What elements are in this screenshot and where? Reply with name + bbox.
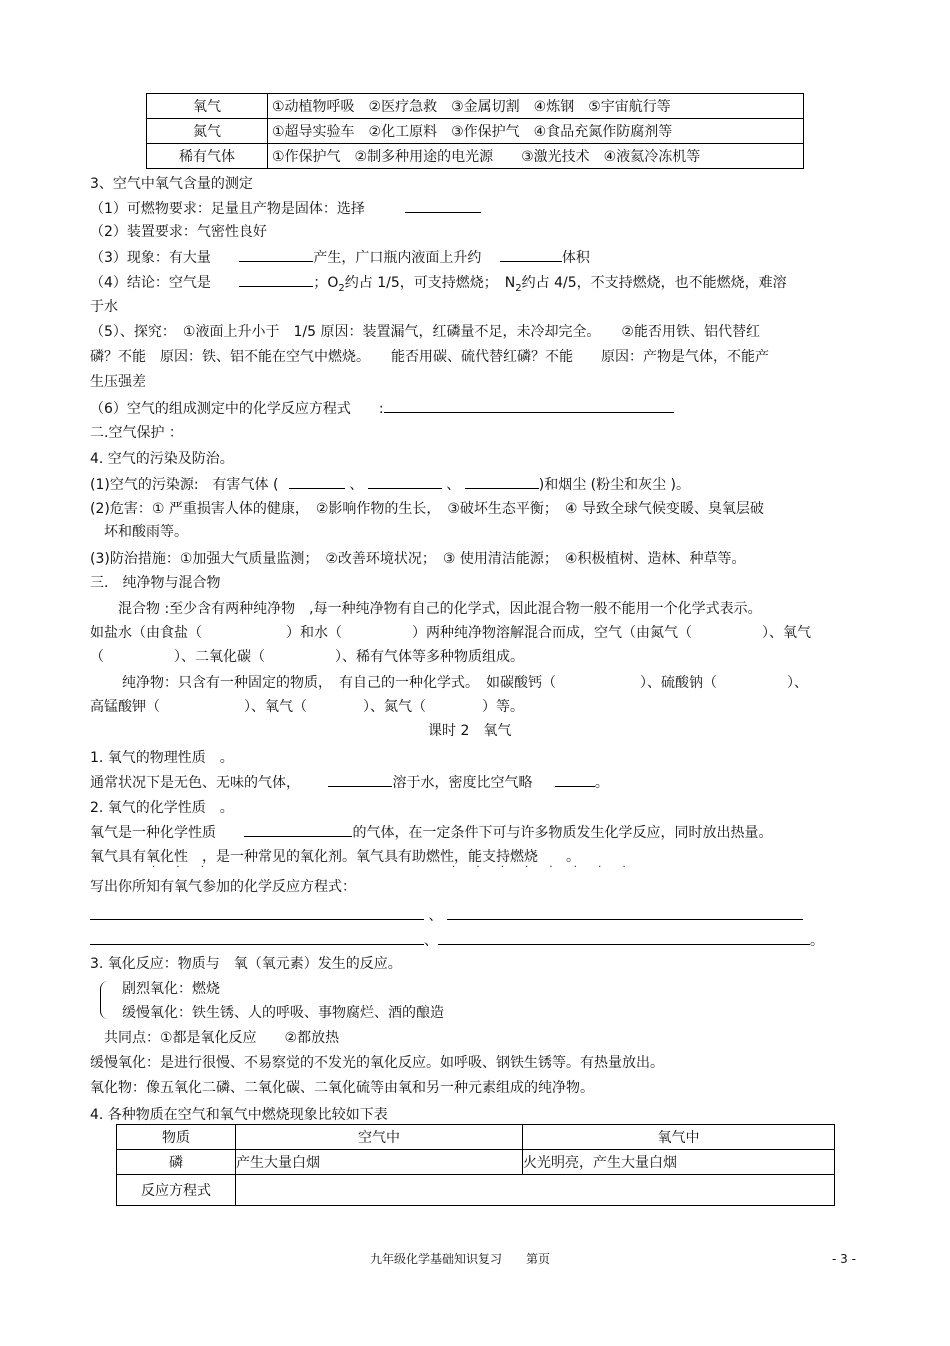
- subscript: 2: [515, 282, 522, 294]
- gas-uses: ①作保护气 ②制多种用途的电光源 ③激光技术 ④液氦冷冻机等: [268, 144, 804, 169]
- blank-line: [368, 474, 442, 489]
- subsection-title: 3. 氧化反应：物质与 氧（氧元素）发生的反应。: [90, 956, 402, 972]
- blank-line: [384, 398, 674, 413]
- text-line: (3)防治措施：①加强大气质量监测； ②改善环境状况； ③ 使用清洁能源； ④积极植树、造林、种草等。: [90, 551, 746, 567]
- blank-line: [244, 822, 352, 837]
- text-line: [90, 398, 674, 419]
- table-row: [117, 1150, 835, 1175]
- text-line: [90, 247, 590, 268]
- table-row: [147, 119, 804, 144]
- table-row: [147, 94, 804, 119]
- cell: 磷: [117, 1150, 236, 1175]
- header-cell: 氧气中: [523, 1125, 835, 1150]
- text-line: [90, 272, 787, 299]
- emphasis-dots: · · · · · · · ·: [452, 862, 635, 873]
- gas-uses: ①动植物呼吸 ②医疗急救 ③金属切割 ④炼钢 ⑤宇宙航行等: [268, 94, 804, 119]
- text: 约占 1/5，可支持燃烧； N: [344, 275, 516, 291]
- blank-line: [465, 474, 539, 489]
- text-line: (2)危害：① 严重损害人体的健康， ②影响作物的生长， ③破坏生态平衡； ④ 导致全球气候变暖、臭氧层破: [90, 501, 764, 517]
- text-line: 磷？不能 原因：铁、铝不能在空气中燃烧。 能否用碳、硫代替红磷？不能 原因：产物是气体，不能产: [90, 349, 769, 365]
- gas-uses: ①超导实验车 ②化工原料 ③作保护气 ④食品充氮作防腐剂等: [268, 119, 804, 144]
- brace: [100, 981, 108, 1019]
- blank-line: [239, 272, 313, 287]
- subsection-title: 1. 氧气的物理性质 。: [90, 750, 234, 766]
- equation-line: [90, 930, 824, 951]
- text: 溶于水，密度比空气略: [392, 775, 533, 791]
- text-line: 写出你所知有氧气参加的化学反应方程式：: [90, 879, 356, 895]
- cell: 产生大量白烟: [236, 1150, 523, 1175]
- gas-name: 氧气: [147, 94, 268, 119]
- text: ；O: [313, 275, 339, 291]
- text-line: 剧烈氧化：燃烧: [122, 981, 220, 997]
- text: （6）空气的组成测定中的化学反应方程式 :: [90, 401, 384, 417]
- gas-uses-table: [146, 93, 804, 169]
- text-line: （5）、探究： ①液面上升小于 1/5 原因：装置漏气，红磷量不足，未冷却完全。 ②能否用铁、铝代替红: [90, 324, 760, 340]
- text: 、: [446, 477, 461, 493]
- subscript: 2: [338, 282, 345, 294]
- lesson-title: 课时 2 氧气: [428, 723, 512, 739]
- separator: 、: [428, 908, 443, 924]
- text-line: 高锰酸钾（ ）、氧气（ ）、氮气（ ）等。: [90, 699, 524, 715]
- subsection-title: 2. 氧气的化学性质 。: [90, 800, 234, 816]
- text-line: 纯净物：只含有一种固定的物质， 有自己的一种化学式。 如碳酸钙（ ）、硫酸钠（ ）、: [122, 675, 808, 691]
- text-line: 氧气具有氧化性 ，是一种常见的氧化剂。氧气具有助燃性，能支持燃烧 。: [90, 849, 580, 865]
- text-line: 缓慢氧化：是进行很慢、不易察觉的不发光的氧化反应。如呼吸、钢铁生锈等。有热量放出。: [90, 1055, 664, 1071]
- emphasis-dots: · · ·: [152, 862, 213, 873]
- header-cell: 物质: [117, 1125, 236, 1150]
- section-title: 二.空气保护 ：: [90, 425, 183, 441]
- text-line: （ ）、二氧化碳（ ）、稀有气体等多种物质组成。: [90, 649, 524, 665]
- text-line: 生压强差: [90, 374, 146, 390]
- separator: 、: [424, 933, 438, 949]
- blank-line: [239, 247, 313, 262]
- blank-line: [328, 772, 392, 787]
- blank-line: [555, 772, 595, 787]
- cell: 反应方程式: [117, 1175, 236, 1206]
- blank-line: [90, 930, 424, 945]
- text-line: 缓慢氧化：铁生锈、人的呼吸、事物腐烂、酒的酿造: [122, 1005, 444, 1021]
- text: 、: [349, 477, 364, 493]
- text-line: 氧化物：像五氧化二磷、二氧化碳、二氧化硫等由氧和另一种元素组成的纯净物。: [90, 1080, 594, 1096]
- text-line: 混合物 :至少含有两种纯净物 ,每一种纯净物有自己的化学式，因此混合物一般不能用一个化学式表示。: [118, 601, 762, 617]
- section-title: 三. 纯净物与混合物: [90, 575, 221, 591]
- text: （4）结论：空气是: [90, 275, 211, 291]
- cell: 火光明亮，产生大量白烟: [523, 1150, 835, 1175]
- table-row: [117, 1175, 835, 1206]
- text: )和烟尘 (粉尘和灰尘 )。: [538, 477, 691, 493]
- text: 通常状况下是无色、无味的气体，: [90, 775, 300, 791]
- period: 。: [810, 933, 824, 949]
- blank-line: [405, 198, 481, 213]
- table-row: [117, 1125, 835, 1150]
- text-line: [90, 198, 481, 219]
- blank-line: [90, 905, 424, 920]
- blank-line: [447, 905, 803, 920]
- text-line: [90, 822, 772, 843]
- footer-text: 九年级化学基础知识复习 第页: [370, 1252, 551, 1266]
- text: （1）可燃物要求：足量且产物是固体：选择: [90, 201, 365, 217]
- text: (1)空气的污染源: 有害气体 (: [90, 477, 279, 493]
- text: 。: [594, 775, 609, 791]
- text-line: [90, 474, 690, 495]
- equation-line: [90, 905, 803, 926]
- text-line: 如盐水（由食盐（ ）和水（ ）两种纯净物溶解混合而成，空气（由氮气（ ）、氧气: [90, 625, 811, 641]
- section-title: 3、空气中氧气含量的测定: [90, 176, 253, 192]
- text: （3）现象：有大量: [90, 250, 211, 266]
- text: 产生，广口瓶内液面上升约: [313, 250, 482, 266]
- blank-line: [289, 474, 345, 489]
- text-line: [90, 772, 609, 793]
- burning-table: [116, 1124, 835, 1206]
- gas-name: 氮气: [147, 119, 268, 144]
- blank-line: [500, 247, 562, 262]
- cell: [236, 1175, 835, 1206]
- text-line: 于水: [90, 299, 118, 315]
- gas-name: 稀有气体: [147, 144, 268, 169]
- text-line: 4. 空气的污染及防治。: [90, 451, 234, 467]
- blank-line: [438, 930, 810, 945]
- subsection-title: 4. 各种物质在空气和氧气中燃烧现象比较如下表: [90, 1107, 388, 1123]
- text: 体积: [561, 250, 590, 266]
- text-line: （2）装置要求：气密性良好: [90, 224, 267, 240]
- text: 的气体，在一定条件下可与许多物质发生化学反应，同时放出热量。: [352, 825, 773, 841]
- header-cell: 空气中: [236, 1125, 523, 1150]
- text-line: 坏和酸雨等。: [104, 524, 188, 540]
- text: 氧气是一种化学性质: [90, 825, 216, 841]
- table-row: [147, 144, 804, 169]
- text-line: 共同点：①都是氧化反应 ②都放热: [104, 1030, 340, 1046]
- page-number: - 3 -: [832, 1252, 856, 1266]
- text: 约占 4/5，不支持燃烧，也不能燃烧，难溶: [521, 275, 787, 291]
